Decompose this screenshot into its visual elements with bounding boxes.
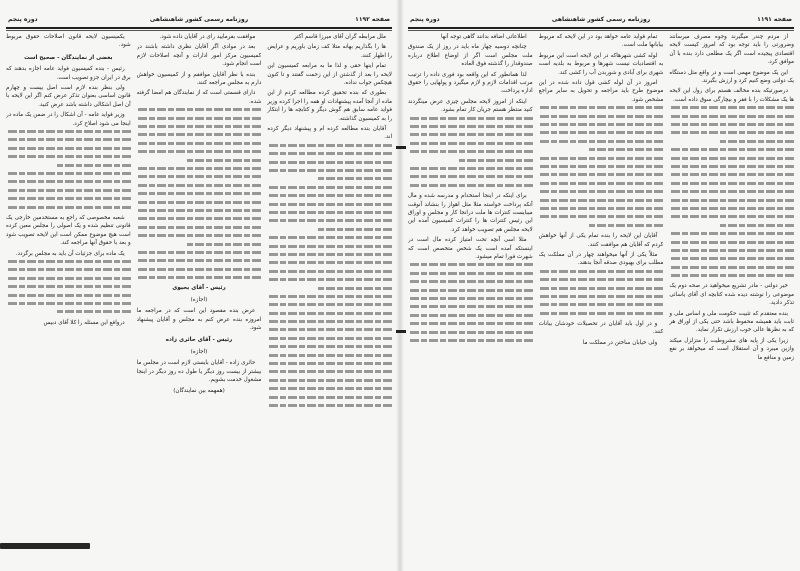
period-label: دوره پنجم	[410, 16, 440, 23]
speaker-heading: رئیس - آقای حائری زاده	[165, 337, 233, 344]
text-line	[669, 106, 794, 109]
text-line	[539, 140, 664, 143]
text-line	[267, 370, 392, 373]
paragraph: مثلا اسی آنچه تحت امتیاز کرده مال است در اینستکه آمده است یک شخص متخصص است که شهرت فورا تمام میشود.	[407, 237, 533, 261]
text-line	[408, 142, 533, 145]
paragraph: وزیر فواید عامه - آن اشکال را در ضمن یک ماده در اینجا می شود اصلاح کرد.	[5, 112, 131, 127]
text-line	[137, 167, 262, 170]
text-line	[589, 148, 664, 151]
text-line	[6, 138, 131, 141]
text-line	[267, 203, 392, 206]
text-line	[408, 280, 533, 283]
text-line	[539, 215, 664, 218]
text-line	[137, 268, 262, 271]
text-line	[669, 157, 794, 160]
text-line	[137, 192, 262, 195]
text-line	[669, 241, 794, 244]
text-line	[669, 165, 794, 168]
text-line	[267, 295, 392, 298]
header-rule	[408, 27, 794, 29]
paragraph: ولی بنظر بنده لازم است اصل بیست و چهارم قانون اساسی بعنوان تذکر عرض کنم اگر این لایحه با آن اصل اشکالی داشته باشد عرض کنید.	[5, 85, 131, 108]
paragraph: ولی خیابان ساختن در مملکت ما	[582, 339, 658, 346]
text-line	[669, 148, 794, 151]
text-line	[137, 234, 262, 237]
paragraph: آقایان بنده مطالعه کرده ام و پیشنهاد دیگر کرده اند.	[267, 126, 392, 141]
text-line	[56, 164, 131, 167]
text-line	[408, 125, 533, 128]
header-rule-thin	[408, 30, 794, 31]
text-line	[317, 228, 392, 231]
text-line	[669, 199, 794, 202]
text-line	[669, 274, 794, 277]
text-line	[539, 278, 664, 281]
column-middle	[137, 33, 262, 541]
text-line	[408, 272, 533, 275]
text-line	[6, 268, 131, 271]
paragraph: بنده با نظر آقایان موافقم و از کمیسیون خواهش دارم به مجلس مراجعه کنند.	[136, 71, 262, 87]
paragraph: این یک موضوع مهمی است و در واقع مثل دستگاه یک دولتی وضع کنیم کرد و ارزش بگیرند.	[669, 69, 794, 85]
text-line	[137, 201, 262, 204]
text-line	[137, 142, 262, 145]
page-number: صفحه ۱۱۹۲	[355, 16, 390, 23]
text-line	[669, 249, 794, 252]
text-line	[267, 245, 392, 248]
text-line	[6, 147, 131, 150]
text-line	[267, 186, 392, 189]
text-line	[137, 108, 262, 111]
text-line	[539, 199, 664, 202]
paragraph: ملل مرابطه گران آقای میرزا قاسم آکتر	[293, 34, 386, 40]
text-line	[6, 206, 131, 209]
left-page-columns	[6, 33, 392, 541]
text-line	[317, 287, 392, 290]
text-line	[267, 362, 392, 365]
text-line	[669, 266, 794, 269]
crowd-note: (همهمه بین نمایندگان)	[173, 387, 225, 394]
text-line	[408, 331, 533, 334]
text-line	[408, 175, 533, 178]
text-line	[6, 285, 131, 288]
text-line	[408, 150, 533, 153]
text-line	[408, 167, 533, 170]
text-line	[719, 140, 794, 143]
text-line	[267, 144, 392, 147]
text-line	[669, 173, 794, 176]
text-line	[267, 396, 392, 399]
paragraph: اینکه از امروز لایحه مجلس چیزی عرض مینگردند کنید منتظر هستم جریان کار تمام بشود.	[407, 98, 533, 114]
text-line	[539, 207, 664, 210]
paragraph: درصورتیکه بنده مخالف هستم برای رول این لایحه ها یک مشکلات را با فقر و بیچارگی سوق داده است.	[669, 88, 794, 103]
text-line	[408, 133, 533, 136]
text-line	[6, 180, 131, 183]
text-line	[267, 261, 392, 264]
speaker-heading: رئیس - آقای یحیوی	[172, 285, 226, 292]
text-line	[719, 224, 794, 227]
paragraph: یک ماده برای جزئیات آن باید به مجلس برگردد.	[15, 250, 125, 257]
text-line	[669, 123, 794, 126]
text-line	[267, 270, 392, 273]
section-heading: بعضی از نمایندگان - صحیح است	[24, 54, 113, 61]
text-line	[539, 165, 664, 168]
newspaper-title: روزنامه رسمی کشور شاهنشاهی	[551, 16, 651, 23]
page-number: صفحه ۱۱۹۱	[757, 16, 792, 23]
text-line	[267, 219, 392, 222]
header-rule	[6, 27, 392, 29]
paragraph: برای اینکه در اینجا استخدام و مدرسه شده و مال آنکه پرداخت خواسته مثلا مثل اهواز را بنشاند آنوقت میبایست کنترات ها ملت درانجا کار و مجلس و اوراق این رئیس کنترات ها را کنترات کمیسیون آمده این لایحه مجلس هم تصویب خواهد کرد.	[407, 193, 533, 233]
text-line	[317, 177, 392, 180]
paragraph: رئیس - بنده کمیسیون فواید عامه اجازه بدهند که برق در ایران جزو تصویب است.	[5, 66, 131, 81]
text-line	[589, 224, 664, 227]
text-line	[6, 302, 131, 305]
text-line	[137, 150, 262, 153]
text-line	[408, 339, 533, 342]
text-line	[458, 159, 533, 162]
text-line	[267, 354, 392, 357]
column-left	[408, 33, 533, 541]
text-line	[137, 125, 262, 128]
text-line	[669, 232, 794, 235]
text-line	[408, 184, 533, 187]
period-label: دوره پنجم	[8, 16, 38, 23]
text-line	[539, 270, 664, 273]
text-line	[267, 337, 392, 340]
text-line	[6, 197, 131, 200]
text-line	[408, 305, 533, 308]
text-line	[137, 276, 262, 279]
paragraph: لوله کشی شهرهاکه در این لایحه است این مربوط به اقتصادیات نیست شهرها و مربوط به بلدیه است شهری برای آبادی و شوربدن آب را کشی کند.	[538, 52, 664, 76]
paragraph: و در اول باید آقایان در تحصیلات خودشان بیانات کنند.	[538, 321, 664, 336]
left-page-header	[6, 14, 392, 26]
text-line	[539, 131, 664, 134]
paragraph: موافقت بفرمایید رای در آقایان داده شود.	[159, 34, 256, 40]
text-line	[137, 251, 262, 254]
text-line	[267, 194, 392, 197]
text-line	[6, 294, 131, 297]
text-line	[669, 257, 794, 260]
left-page	[0, 0, 398, 571]
right-page	[402, 0, 800, 571]
paragraph: زیرا یکی از پایه های مشروطیت را متزلزل میکند وازین میبرد و آن استقلال است که میخواهد بر نفع زمین و منافع ما	[669, 337, 794, 361]
text-line	[669, 131, 794, 134]
text-line	[6, 260, 131, 263]
paragraph: از مردم چندر میگیرند وجوه مصرف میرسانند وضرورتی را باید توجه بود که امروز کیست لایحه اقتصادی پیجیده است اگر یک مطلعی دارد بنده با آن موافق کرد.	[669, 34, 794, 66]
paragraph: بنده معتقدم که تثبیت حکومت ملی و اساس ملی و ثابت باید همیشه محفوظ باشد حتی یکی از اوراق هر که به نظرها عالی خوب ارزش تکرار نماید.	[669, 310, 794, 334]
text-line	[137, 117, 262, 120]
paragraph: دروافع این مسئله را کلا آقای دبیس	[43, 319, 125, 326]
text-line	[267, 278, 392, 281]
bottom-edge-mark	[0, 543, 90, 549]
text-line	[539, 106, 664, 109]
text-line	[267, 152, 392, 155]
text-line	[539, 287, 664, 290]
text-line	[137, 217, 262, 220]
text-line	[137, 226, 262, 229]
text-line	[408, 289, 533, 292]
text-line	[539, 303, 664, 306]
paragraph: تمام اینها حقی و لذا ما به مرابعه کمیسیون این لایحه را بعد از گذشتن از این زحمت گفتند و تا کنون هیچکس جواب نداده.	[267, 63, 392, 87]
paragraph: دارای قسمتی است که از نمایندگان هم امضا گرفته شده.	[136, 90, 262, 105]
text-line	[187, 243, 262, 246]
text-line	[6, 172, 131, 175]
text-line	[137, 184, 262, 187]
text-line	[6, 277, 131, 280]
text-line	[539, 182, 664, 185]
text-line	[267, 211, 392, 214]
text-line	[6, 155, 131, 158]
text-line	[408, 263, 533, 266]
paragraph: تمام فواید عامه خواهد بود در این لایحه که مربوط بیابانها ملت است.	[538, 34, 664, 49]
text-line	[56, 310, 131, 313]
text-line	[408, 314, 533, 317]
text-line	[539, 312, 664, 315]
text-line	[267, 169, 392, 172]
text-line	[669, 190, 794, 193]
column-left	[6, 33, 131, 541]
text-line	[267, 320, 392, 323]
text-line	[137, 133, 262, 136]
paragraph: اطلاعاتی اضافه بدانند گاهی توجه آنها	[440, 34, 527, 40]
speaker-note: (اجازه)	[190, 296, 208, 303]
text-line	[267, 303, 392, 306]
text-line	[669, 215, 794, 218]
text-line	[669, 207, 794, 210]
text-line	[267, 236, 392, 239]
text-line	[408, 117, 533, 120]
paragraph: لذا همانطور که این واقعه بود فوری داده را ترتیب مرتب اقدامات لازم و لازم میگیرد و پولهایی را حقوق اداره پرداخت.	[407, 71, 533, 95]
paragraph: بعد در موادی اگر آقایان نظری داشته باشند در کمیسیون مرکز امور ادارات و آنچه اصلاحات لازم است انجام شود.	[136, 44, 262, 68]
column-middle	[539, 33, 664, 541]
column-right	[267, 33, 392, 541]
paragraph: حائری زاده - آقایان بایستی لازم است در مجلس ما بیشتر از بیست روز دیگر یا طول ده روز دیگر در اینجا مشغول خدمت بشویم.	[136, 360, 262, 384]
paragraph: آقایان این لایحه را بنده تمام یکی از آنها خواهش کردم که آقایان هم موافقت کنند.	[538, 233, 664, 248]
paragraph: چنانچه دوسیه چهار ماه باید در روز از یک صندوق ملت مجلس است اگر از اوضاع اطلاع درباره صندوقدار را گذشته فوق العاده	[407, 44, 533, 68]
right-page-header	[408, 14, 794, 26]
text-line	[6, 130, 131, 133]
paragraph: مثلاً یکی از آنها میخواهند چهار در آن مملکت یک مطلب برای بهبودی صدقه آنجا بدهند.	[538, 251, 664, 267]
paragraph: خیر دولتی - مادر تشریع میخواهید در صحه دوم یک موضوعی را نوشته دیده شده کتابچه ای آقای یاسائی تذکر دادید.	[669, 283, 794, 307]
text-line	[137, 175, 262, 178]
text-line	[187, 159, 262, 162]
text-line	[137, 259, 262, 262]
text-line	[408, 322, 533, 325]
text-line	[669, 182, 794, 185]
column-right	[669, 33, 794, 541]
text-line	[267, 379, 392, 382]
paragraph: شعبه مخصوصی که راجع به مستخدمین خارجی یک قانونی تنظیم شده و یک اصولی را مجلس معین کرده است هیچ موضوع ممکن است این لایحه تصویب شود و بعد با حقوق آنها مراجعه کند.	[5, 214, 131, 247]
text-line	[6, 189, 131, 192]
text-line	[539, 295, 664, 298]
text-line	[267, 345, 392, 348]
paragraph: ها را بگذاریم بهانه متلا کف زمان باوریم و عرایض را اظهار کنند.	[267, 44, 392, 59]
text-line	[669, 115, 794, 118]
text-line	[539, 190, 664, 193]
text-line	[539, 157, 664, 160]
newspaper-title: روزنامه رسمی کشور شاهنشاهی	[149, 16, 249, 23]
paragraph: عرض بنده مقصود این است که در مراجعه ما امروزه بنده عرض کنم به مجلس و آقایان پیشنهاد شود.	[136, 308, 262, 332]
paragraph: بطوری که بنده تحقیق کرده مطالعه کردم از این ماده از آنجا آمده پیشنهادات او همه را اجرا کرده وزیر فواید عامه سابق هم گوش دیگر و کتابچه ها را ابتکار را به کمیسیون گذاشته.	[267, 90, 392, 122]
text-line	[137, 209, 262, 212]
header-rule-thin	[6, 30, 392, 31]
right-page-columns	[408, 33, 794, 541]
text-line	[267, 387, 392, 390]
text-line	[408, 297, 533, 300]
text-line	[267, 312, 392, 315]
paragraph: امروز در آن لوله کشی قول داده شده در این موضوع طرح باید مراجعه و تحویل به سایر مراجع مشخص شود.	[538, 80, 664, 103]
text-line	[539, 115, 664, 118]
speaker-note: (اجازه)	[190, 348, 208, 355]
text-line	[267, 161, 392, 164]
text-line	[539, 123, 664, 126]
text-line	[539, 173, 664, 176]
text-line	[267, 253, 392, 256]
paragraph: یکمیسیون لایحه قانون اصلاحات حقوق مربوط شود.	[5, 34, 131, 49]
text-line	[267, 328, 392, 331]
text-line	[267, 404, 392, 407]
